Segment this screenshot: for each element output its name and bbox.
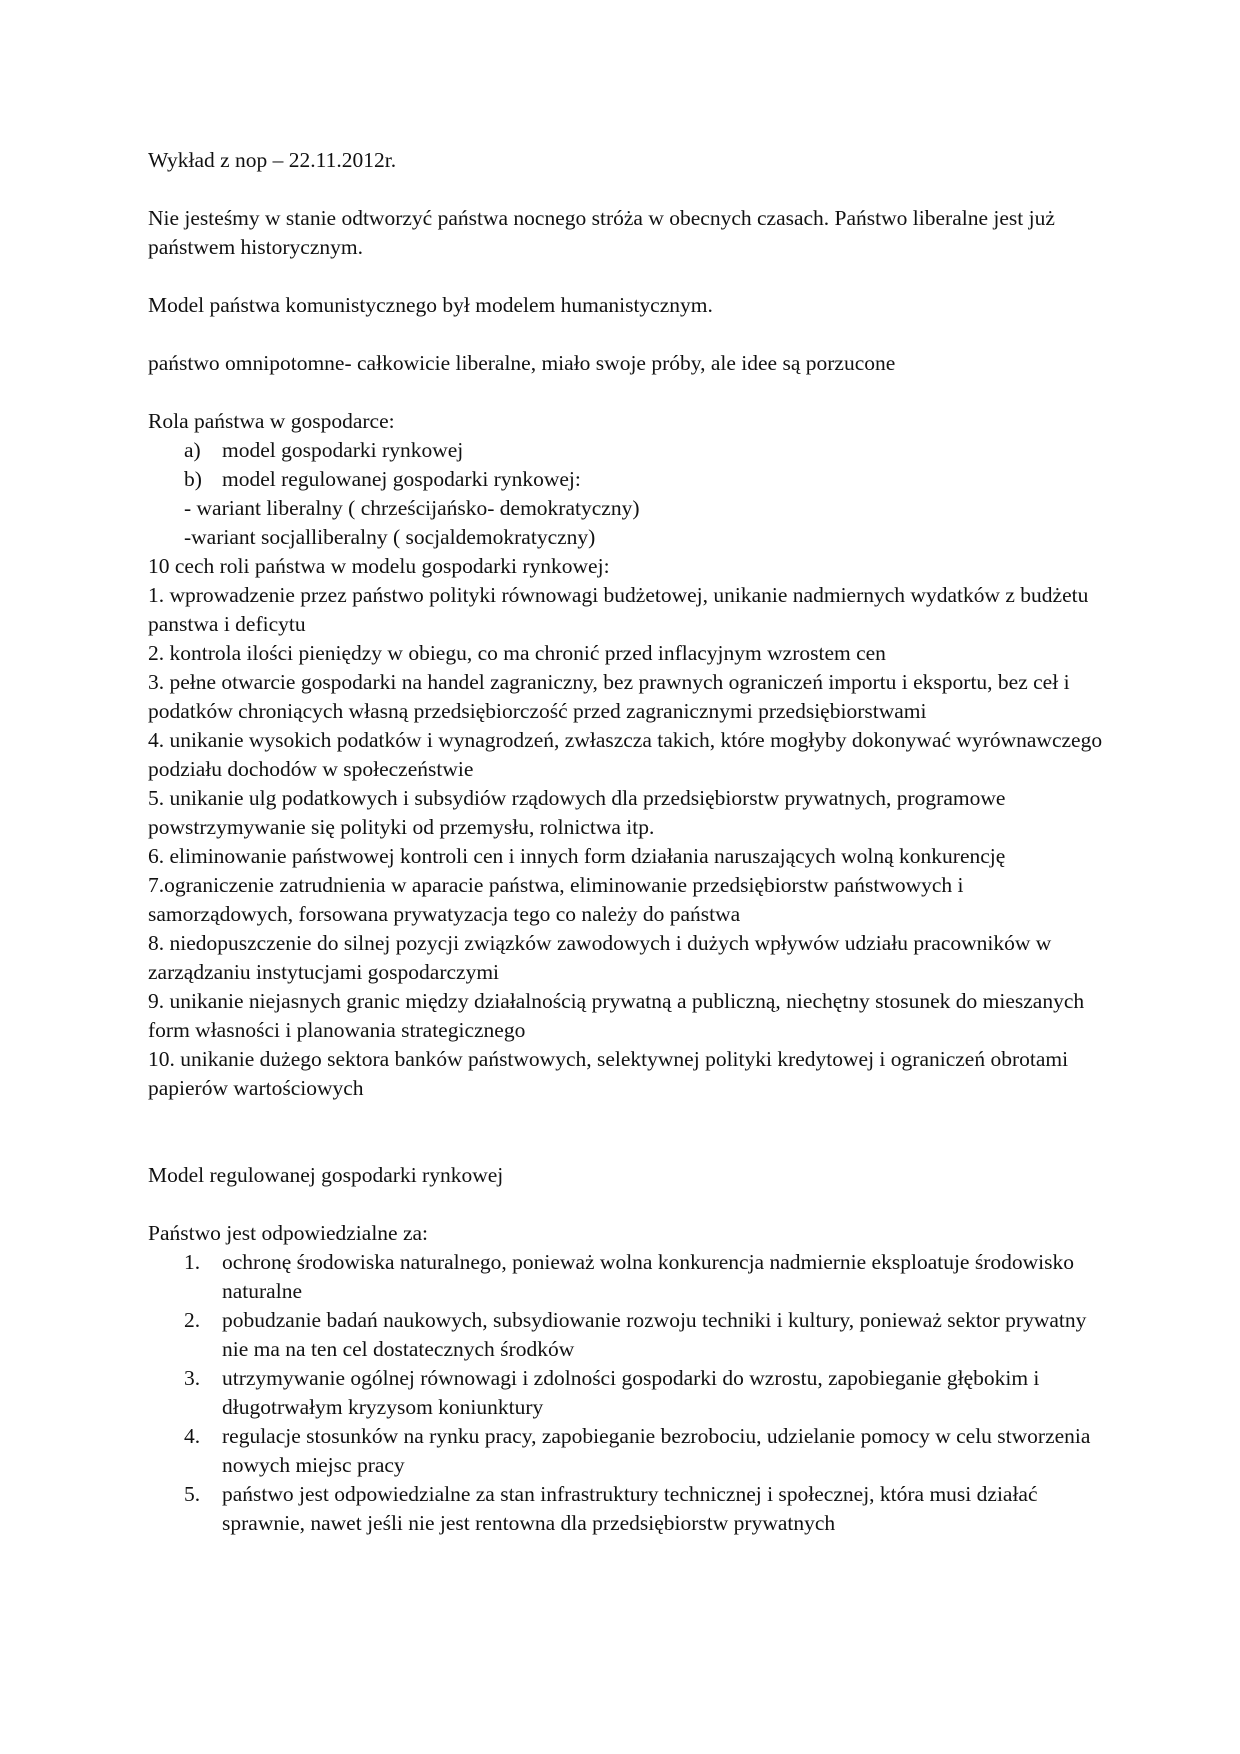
feature-item: 9. unikanie niejasnych granic między działalnością prywatną a publiczną, niechętny stosunek do mieszanych form własności i planowania strategicznego (148, 989, 1085, 1042)
feature-item: 4. unikanie wysokich podatków i wynagrodzeń, zwłaszcza takich, które mogłyby dokonywać wyrównawczego podziału dochodów w społeczeństwie (148, 728, 1103, 781)
spacer (148, 1103, 1108, 1161)
list-item-text: regulacje stosunków na rynku pracy, zapobieganie bezrobociu, udzielanie pomocy w celu stworzenia nowych miejsc pracy (222, 1424, 1091, 1477)
regulated-section-heading: Model regulowanej gospodarki rynkowej (148, 1163, 504, 1187)
list-marker: 3. (184, 1366, 201, 1390)
feature-item: 5. unikanie ulg podatkowych i subsydiów rządowych dla przedsiębiorstw prywatnych, programowe powstrzymywanie się polityki od przemysłu, rolnictwa itp. (148, 786, 1006, 839)
list-item-text: model gospodarki rynkowej (222, 438, 464, 462)
spacer (148, 262, 1108, 291)
regulated-section-subheading: Państwo jest odpowiedzialne za: (148, 1221, 429, 1245)
list-item (148, 465, 1108, 494)
document-title: Wykład z nop – 22.11.2012r. (148, 148, 397, 172)
list-marker: 4. (184, 1424, 201, 1448)
list-marker: 1. (184, 1250, 201, 1274)
list-item-text: państwo jest odpowiedzialne za stan infrastruktury technicznej i społecznej, która musi działać sprawnie, nawet jeśli nie jest rentowna dla przedsiębiorstw prywatnych (222, 1482, 1038, 1535)
list-marker: 2. (184, 1308, 201, 1332)
feature-item: 10. unikanie dużego sektora banków państwowych, selektywnej polityki kredytowej i ograniczeń obrotami papierów wartościowych (148, 1047, 1069, 1100)
feature-item: 8. niedopuszczenie do silnej pozycji związków zawodowych i dużych wpływów udziału pracowników w zarządzaniu instytucjami gospodarczymi (148, 931, 1052, 984)
list-marker: b) (184, 467, 202, 491)
feature-item: 2. kontrola ilości pieniędzy w obiegu, co ma chronić przed inflacyjnym wzrostem cen (148, 641, 886, 665)
list-item-text: model regulowanej gospodarki rynkowej: (222, 467, 581, 491)
spacer (148, 1190, 1108, 1219)
list-item (148, 1248, 1108, 1306)
list-item (148, 1364, 1108, 1422)
feature-item: 3. pełne otwarcie gospodarki na handel zagraniczny, bez prawnych ograniczeń importu i eksportu, bez ceł i podatków chroniących własną przedsiębiorczość przed zagranicznymi przedsiębiorstwami (148, 670, 1070, 723)
feature-item: 1. wprowadzenie przez państwo polityki równowagi budżetowej, unikanie nadmiernych wydatków z budżetu panstwa i deficytu (148, 583, 1089, 636)
feature-item: 6. eliminowanie państwowej kontroli cen i innych form działania naruszających wolną konkurencję (148, 844, 1006, 868)
list-marker: a) (184, 438, 201, 462)
list-item-text: ochronę środowiska naturalnego, ponieważ wolna konkurencja nadmiernie eksploatuje środowisko naturalne (222, 1250, 1074, 1303)
variant-liberal: - wariant liberalny ( chrześcijańsko- demokratyczny) (184, 496, 640, 520)
document-page (148, 146, 1108, 1538)
spacer (148, 320, 1108, 349)
list-item (148, 1306, 1108, 1364)
features-section-heading: 10 cech roli państwa w modelu gospodarki rynkowej: (148, 554, 610, 578)
list-item-text: utrzymywanie ogólnej równowagi i zdolności gospodarki do wzrostu, zapobieganie głębokim i długotrwałym kryzysom koniunktury (222, 1366, 1040, 1419)
list-item (148, 1480, 1108, 1538)
list-marker: 5. (184, 1482, 201, 1506)
paragraph-night-watchman: Nie jesteśmy w stanie odtworzyć państwa nocnego stróża w obecnych czasach. Państwo liberalne jest już państwem historycznym. (148, 206, 1055, 259)
list-item (148, 436, 1108, 465)
list-item-text: pobudzanie badań naukowych, subsydiowanie rozwoju techniki i kultury, ponieważ sektor prywatny nie ma na ten cel dostatecznych środków (222, 1308, 1087, 1361)
role-section-heading: Rola państwa w gospodarce: (148, 409, 395, 433)
spacer (148, 175, 1108, 204)
feature-item: 7.ograniczenie zatrudnienia w aparacie państwa, eliminowanie przedsiębiorstw państwowych i samorządowych, forsowana prywatyzacja tego co należy do państwa (148, 873, 964, 926)
list-item (148, 1422, 1108, 1480)
paragraph-omnipotent-state: państwo omnipotomne- całkowicie liberalne, miało swoje próby, ale idee są porzucone (148, 351, 896, 375)
spacer (148, 378, 1108, 407)
paragraph-communist-model: Model państwa komunistycznego był modelem humanistycznym. (148, 293, 713, 317)
variant-socialliberal: -wariant socjalliberalny ( socjaldemokratyczny) (184, 525, 596, 549)
